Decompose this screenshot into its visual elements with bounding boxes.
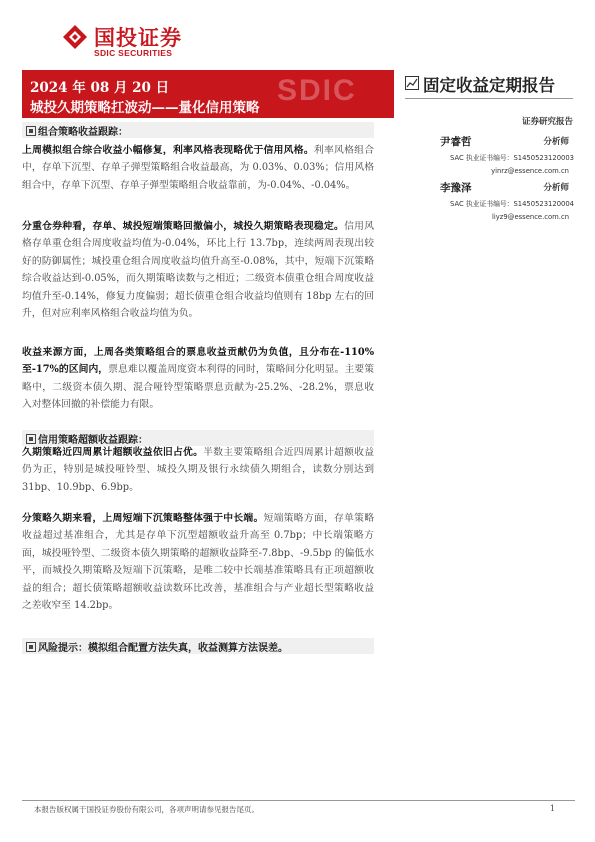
report-category: 证券研究报告: [521, 117, 573, 127]
analyst-sac: SAC 执业证书编号：S1450523120004: [450, 200, 574, 208]
risk-content: 模拟组合配置方法失真，收益测算方法误差。: [88, 643, 288, 654]
page-number: 1: [549, 804, 555, 813]
paragraph-text: 短端策略方面，存单策略收益超过基准组合，尤其是存单下沉型超额收益升高至 0.7bp；中长端策略方面，城投哑铃型、二级资本债久期策略的超额收益降至-7.8bp、-9.5bp 的偏低水平，而城投久期策略及短端下沉策略，是唯二较中长端基准策略具有正项超额收益的组合；超长债策略超额收益读数环比改善，基准组合与产业超长型策略收益之差收窄至 14.2bp。: [22, 513, 375, 612]
brand-name-en: SDIC SECURITIES: [94, 48, 173, 58]
chart-icon: [405, 76, 419, 90]
paragraph-text: 半数主要策略组合近四周累计超额收益仍为正，特别是城投哑铃型、城投久期及银行永续债久期组合，读数分别达到 31bp、10.9bp、6.9bp。: [22, 447, 375, 493]
risk-warning: [22, 638, 374, 654]
paragraph: [22, 218, 374, 322]
analyst-title: 分析师: [543, 137, 569, 147]
risk-text: [38, 639, 288, 654]
section-header: [22, 122, 374, 138]
section-title: 组合策略收益跟踪：: [38, 127, 128, 138]
section-title: 信用策略超额收益跟踪：: [38, 435, 148, 446]
title-banner: [22, 70, 394, 118]
paragraph: [22, 344, 374, 414]
report-date: 2024 年 08 月 20 日: [30, 80, 170, 96]
report-title: 城投久期策略扛波动——量化信用策略: [30, 100, 260, 116]
divider: [405, 98, 573, 99]
paragraph-text: 信用风格存单重仓组合周度收益均值为-0.04%，环比上行 13.7bp，连续两周表现出较好的防御属性；城投重仓组合周度收益均值升高至-0.08%，其中，短端下沉策略综合收益达到-0.05%，而久期策略读数与之相近；二级资本债重仓组合周度收益均值升至-0.14%，修复力度偏弱；超长债重仓组合收益均值则有 18bp 左右的回升，但对应利率风格组合收益均值为负。: [22, 221, 375, 320]
paragraph-lead: 上周模拟组合综合收益小幅修复，利率风格表现略优于信用风格。: [22, 145, 314, 156]
analyst-sac: SAC 执业证书编号：S1450523120003: [450, 154, 574, 162]
paragraph-text: 利率风格组合中，存单下沉型、存单子弹型策略组合收益最高，为 0.03%、0.03%；信用风格组合中，存单下沉型、存单子弹型策略组合收益靠前，为-0.04%、-0.04%。: [22, 145, 375, 191]
footer-disclaimer: 本报告版权属于国投证券股份有限公司，各项声明请参见报告尾页。: [34, 805, 259, 814]
analyst-email[interactable]: liyz9@essence.com.cn: [491, 213, 569, 221]
risk-label: 风险提示：: [38, 643, 88, 654]
analyst-email[interactable]: yinrz@essence.com.cn: [491, 167, 569, 175]
report-type-label: 固定收益定期报告: [423, 76, 555, 95]
paragraph-lead: 久期策略近四周累计超额收益依旧占优。: [22, 447, 204, 458]
paragraph: [22, 444, 374, 496]
paragraph: [22, 142, 374, 194]
paragraph: [22, 510, 374, 614]
analyst-title: 分析师: [543, 183, 569, 193]
paragraph-lead: 收益来源方面，上周各类策略组合的票息收益贡献仍为负值，且分布在-110%至-17%的区间内，: [22, 347, 374, 376]
analyst-name: 尹睿哲: [440, 136, 472, 148]
paragraph-lead: 分重仓券种看，存单、城投短端策略回撤偏小，城投久期策略表现稳定。: [22, 221, 345, 232]
banner-watermark: SDIC: [277, 74, 357, 107]
paragraph-lead: 分策略久期来看，上周短端下沉策略整体强于中长端。: [22, 513, 264, 524]
brand-logo: [62, 22, 192, 62]
bullet-square-icon: [26, 434, 36, 444]
paragraph-text: 票息难以覆盖周度资本利得的同时，策略间分化明显。主要策略中，二级资本债久期、混合哑铃型策略票息贡献为-25.2%、-28.2%，票息收入对整体回撤的补偿能力有限。: [22, 364, 375, 411]
bullet-square-icon: [26, 126, 36, 136]
brand-name-cn: 国投证券: [94, 26, 182, 50]
analyst-name: 李豫泽: [440, 182, 472, 194]
sdic-logo-icon: [62, 24, 88, 50]
footer-divider: [22, 800, 575, 801]
report-type: [405, 70, 575, 98]
bullet-square-icon: [26, 642, 36, 652]
